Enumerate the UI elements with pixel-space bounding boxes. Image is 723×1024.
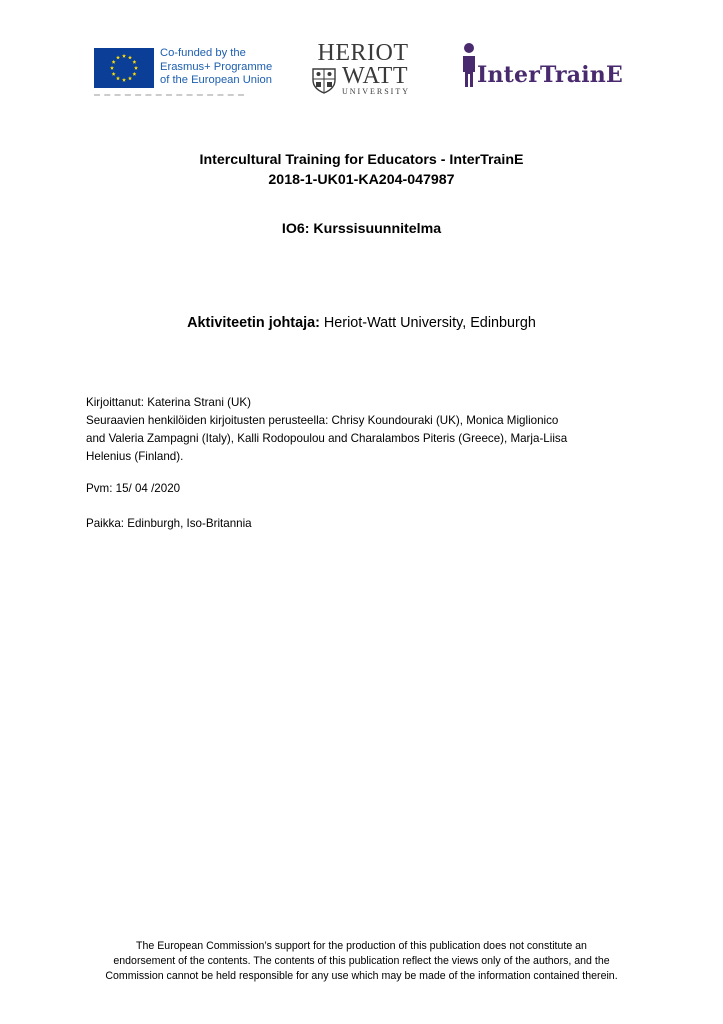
erasmus-plus-caption: [160, 47, 272, 88]
intertraine-logo: [458, 42, 638, 92]
document-place: Paikka: Edinburgh, Iso-Britannia: [86, 517, 252, 530]
heriot-watt-logo-line-3: UNIVERSITY: [342, 87, 410, 96]
logo-underline-divider: [94, 94, 244, 99]
author-line: Kirjoittanut: Katerina Strani (UK): [86, 396, 251, 409]
intertraine-logo-text: InterTrainE: [477, 62, 623, 88]
disclaimer-line-2: endorsement of the contents. The contents of this publication reflect the views only of the authors, and the: [113, 955, 610, 967]
heriot-watt-crest-icon: [310, 66, 338, 94]
document-date: Pvm: 15/ 04 /2020: [86, 482, 181, 495]
erasmus-caption-line-1: Co-funded by the: [160, 47, 246, 59]
document-title-line-1: Intercultural Training for Educators - InterTrainE: [199, 152, 524, 168]
erasmus-caption-line-2: Erasmus+ Programme: [160, 60, 273, 73]
erasmus-caption-line-3: of the European Union: [160, 74, 272, 86]
document-title: [0, 150, 723, 190]
erasmus-plus-logo: [94, 46, 290, 96]
contributors-line-2: and Valeria Zampagni (Italy), Kalli Rodopoulou and Charalambos Piteris (Greece), Marja-Liisa: [86, 432, 568, 445]
disclaimer-line-3: Commission cannot be held responsible for any use which may be made of the information contained therein.: [105, 970, 618, 982]
activity-lead-value: Heriot-Watt University, Edinburgh: [319, 315, 536, 331]
eu-flag-icon: [94, 48, 154, 88]
eu-disclaimer-footer: [60, 939, 663, 984]
contributors-line-1: Seuraavien henkilöiden kirjoitusten perusteella: Chrisy Koundouraki (UK), Monica Miglionico: [86, 414, 559, 427]
document-subtitle: IO6: Kurssisuunnitelma: [281, 221, 442, 237]
disclaimer-line-1: The European Commission’s support for the production of this publication does not constitute an: [136, 940, 587, 952]
authors-section: [86, 394, 646, 466]
heriot-watt-logo-line-2: WATT: [342, 63, 408, 89]
contributors-line-3: Helenius (Finland).: [86, 450, 184, 463]
activity-lead-label: Aktiviteetin johtaja:: [187, 315, 320, 331]
heriot-watt-logo-line-1: HERIOT: [317, 40, 409, 66]
activity-lead: [0, 313, 723, 333]
project-code: 2018-1-UK01-KA204-047987: [268, 172, 455, 188]
heriot-watt-logo: [308, 42, 418, 98]
